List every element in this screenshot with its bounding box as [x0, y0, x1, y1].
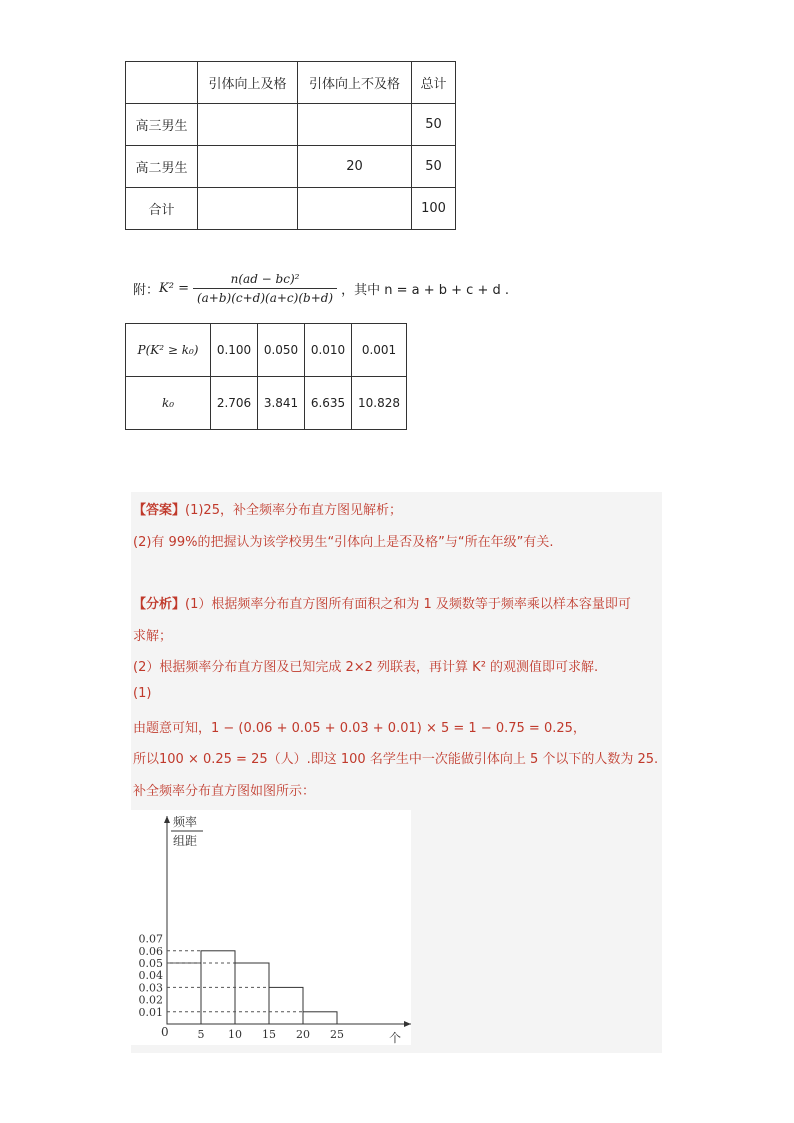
analysis-line-2: 求解； — [133, 629, 173, 644]
y-tick-label: 0.01 — [138, 1005, 163, 1019]
formula-lhs: K² = — [159, 281, 189, 296]
table-row — [126, 104, 456, 146]
table-cell — [198, 104, 298, 146]
table-cell — [298, 188, 412, 230]
histogram-bar — [303, 1012, 337, 1024]
answer-text-1: (1)25，补全频率分布直方图见解析； — [185, 503, 402, 518]
answer-line-1 — [133, 499, 402, 518]
table-cell: 0.001 — [352, 324, 407, 377]
table-row — [126, 324, 407, 377]
analysis-line-4: (1) — [133, 686, 152, 701]
table-cell: 高三男生 — [126, 104, 198, 146]
critical-value-table — [125, 323, 407, 430]
y-axis-label-top: 频率 — [173, 815, 198, 829]
table-cell: 高二男生 — [126, 146, 198, 188]
x-tick-label: 5 — [197, 1028, 205, 1041]
answer-tag: 【答案】 — [133, 503, 186, 518]
analysis-line-5: 由题意可知，1 − (0.06 + 0.05 + 0.03 + 0.01) × 5 = 1 − 0.75 = 0.25， — [133, 721, 586, 736]
y-axis-arrow — [164, 816, 170, 823]
table-cell — [198, 146, 298, 188]
table-cell: 50 — [412, 146, 456, 188]
table-row — [126, 188, 456, 230]
y-axis-label-bottom: 组距 — [173, 834, 198, 848]
row-label: P(K² ≥ k₀) — [126, 324, 211, 377]
x-axis-label: 个 — [389, 1031, 402, 1045]
histogram-bar — [269, 987, 303, 1024]
contingency-table — [125, 61, 456, 230]
x-tick-label: 10 — [228, 1028, 242, 1041]
table-cell: 2.706 — [211, 377, 258, 430]
analysis-tag: 【分析】 — [133, 597, 186, 612]
table-cell: 0.010 — [305, 324, 352, 377]
y-tick-label: 0.03 — [138, 981, 163, 995]
table-cell: 10.828 — [352, 377, 407, 430]
formula-fraction — [193, 272, 337, 305]
row-label: k₀ — [126, 377, 211, 430]
x-tick-label: 15 — [262, 1028, 276, 1041]
origin-label: 0 — [161, 1025, 169, 1039]
table-cell: 100 — [412, 188, 456, 230]
formula-denominator: (a+b)(c+d)(a+c)(b+d) — [193, 288, 337, 305]
formula-numerator: n(ad − bc)² — [230, 272, 300, 286]
frequency-histogram — [131, 810, 411, 1045]
analysis-line-1 — [133, 593, 631, 612]
answer-line-2: (2)有 99%的把握认为该学校男生“引体向上是否及格”与“所在年级”有关. — [133, 535, 554, 550]
table-cell: 20 — [298, 146, 412, 188]
analysis-line-3: (2）根据频率分布直方图及已知完成 2×2 列联表，再计算 K² 的观测值即可求解. — [133, 660, 599, 675]
table-row — [126, 377, 407, 430]
histogram-bar — [167, 963, 201, 1024]
analysis-line-7: 补全频率分布直方图如图所示： — [133, 784, 316, 799]
header-cell: 引体向上及格 — [198, 62, 298, 104]
x-tick-label: 25 — [330, 1028, 344, 1041]
x-tick-label: 20 — [296, 1028, 310, 1041]
table-cell — [198, 188, 298, 230]
chi-square-formula — [133, 272, 509, 305]
analysis-line-6: 所以100 × 0.25 = 25（人）.即这 100 名学生中一次能做引体向上 5 个以下的人数为 25. — [133, 752, 659, 767]
table-row — [126, 146, 456, 188]
formula-prefix: 附： — [133, 283, 160, 298]
y-tick-label: 0.04 — [138, 969, 163, 983]
formula-suffix: ，其中 n = a + b + c + d . — [341, 283, 510, 298]
analysis-text-1: (1）根据频率分布直方图所有面积之和为 1 及频数等于频率乘以样本容量即可 — [185, 597, 631, 612]
histogram-bar — [235, 963, 269, 1024]
table-cell: 50 — [412, 104, 456, 146]
histogram-svg — [131, 810, 411, 1045]
y-tick-label: 0.07 — [138, 932, 163, 946]
header-cell: 引体向上不及格 — [298, 62, 412, 104]
table-cell: 0.100 — [211, 324, 258, 377]
table-cell: 合计 — [126, 188, 198, 230]
y-tick-label: 0.06 — [138, 944, 163, 958]
table-cell: 3.841 — [258, 377, 305, 430]
header-cell: 总计 — [412, 62, 456, 104]
y-tick-label: 0.02 — [138, 993, 163, 1007]
table-cell: 0.050 — [258, 324, 305, 377]
x-axis-arrow — [404, 1021, 411, 1027]
table-cell: 6.635 — [305, 377, 352, 430]
table-cell — [298, 104, 412, 146]
y-tick-label: 0.05 — [138, 957, 163, 970]
header-cell — [126, 62, 198, 104]
table-row — [126, 62, 456, 104]
